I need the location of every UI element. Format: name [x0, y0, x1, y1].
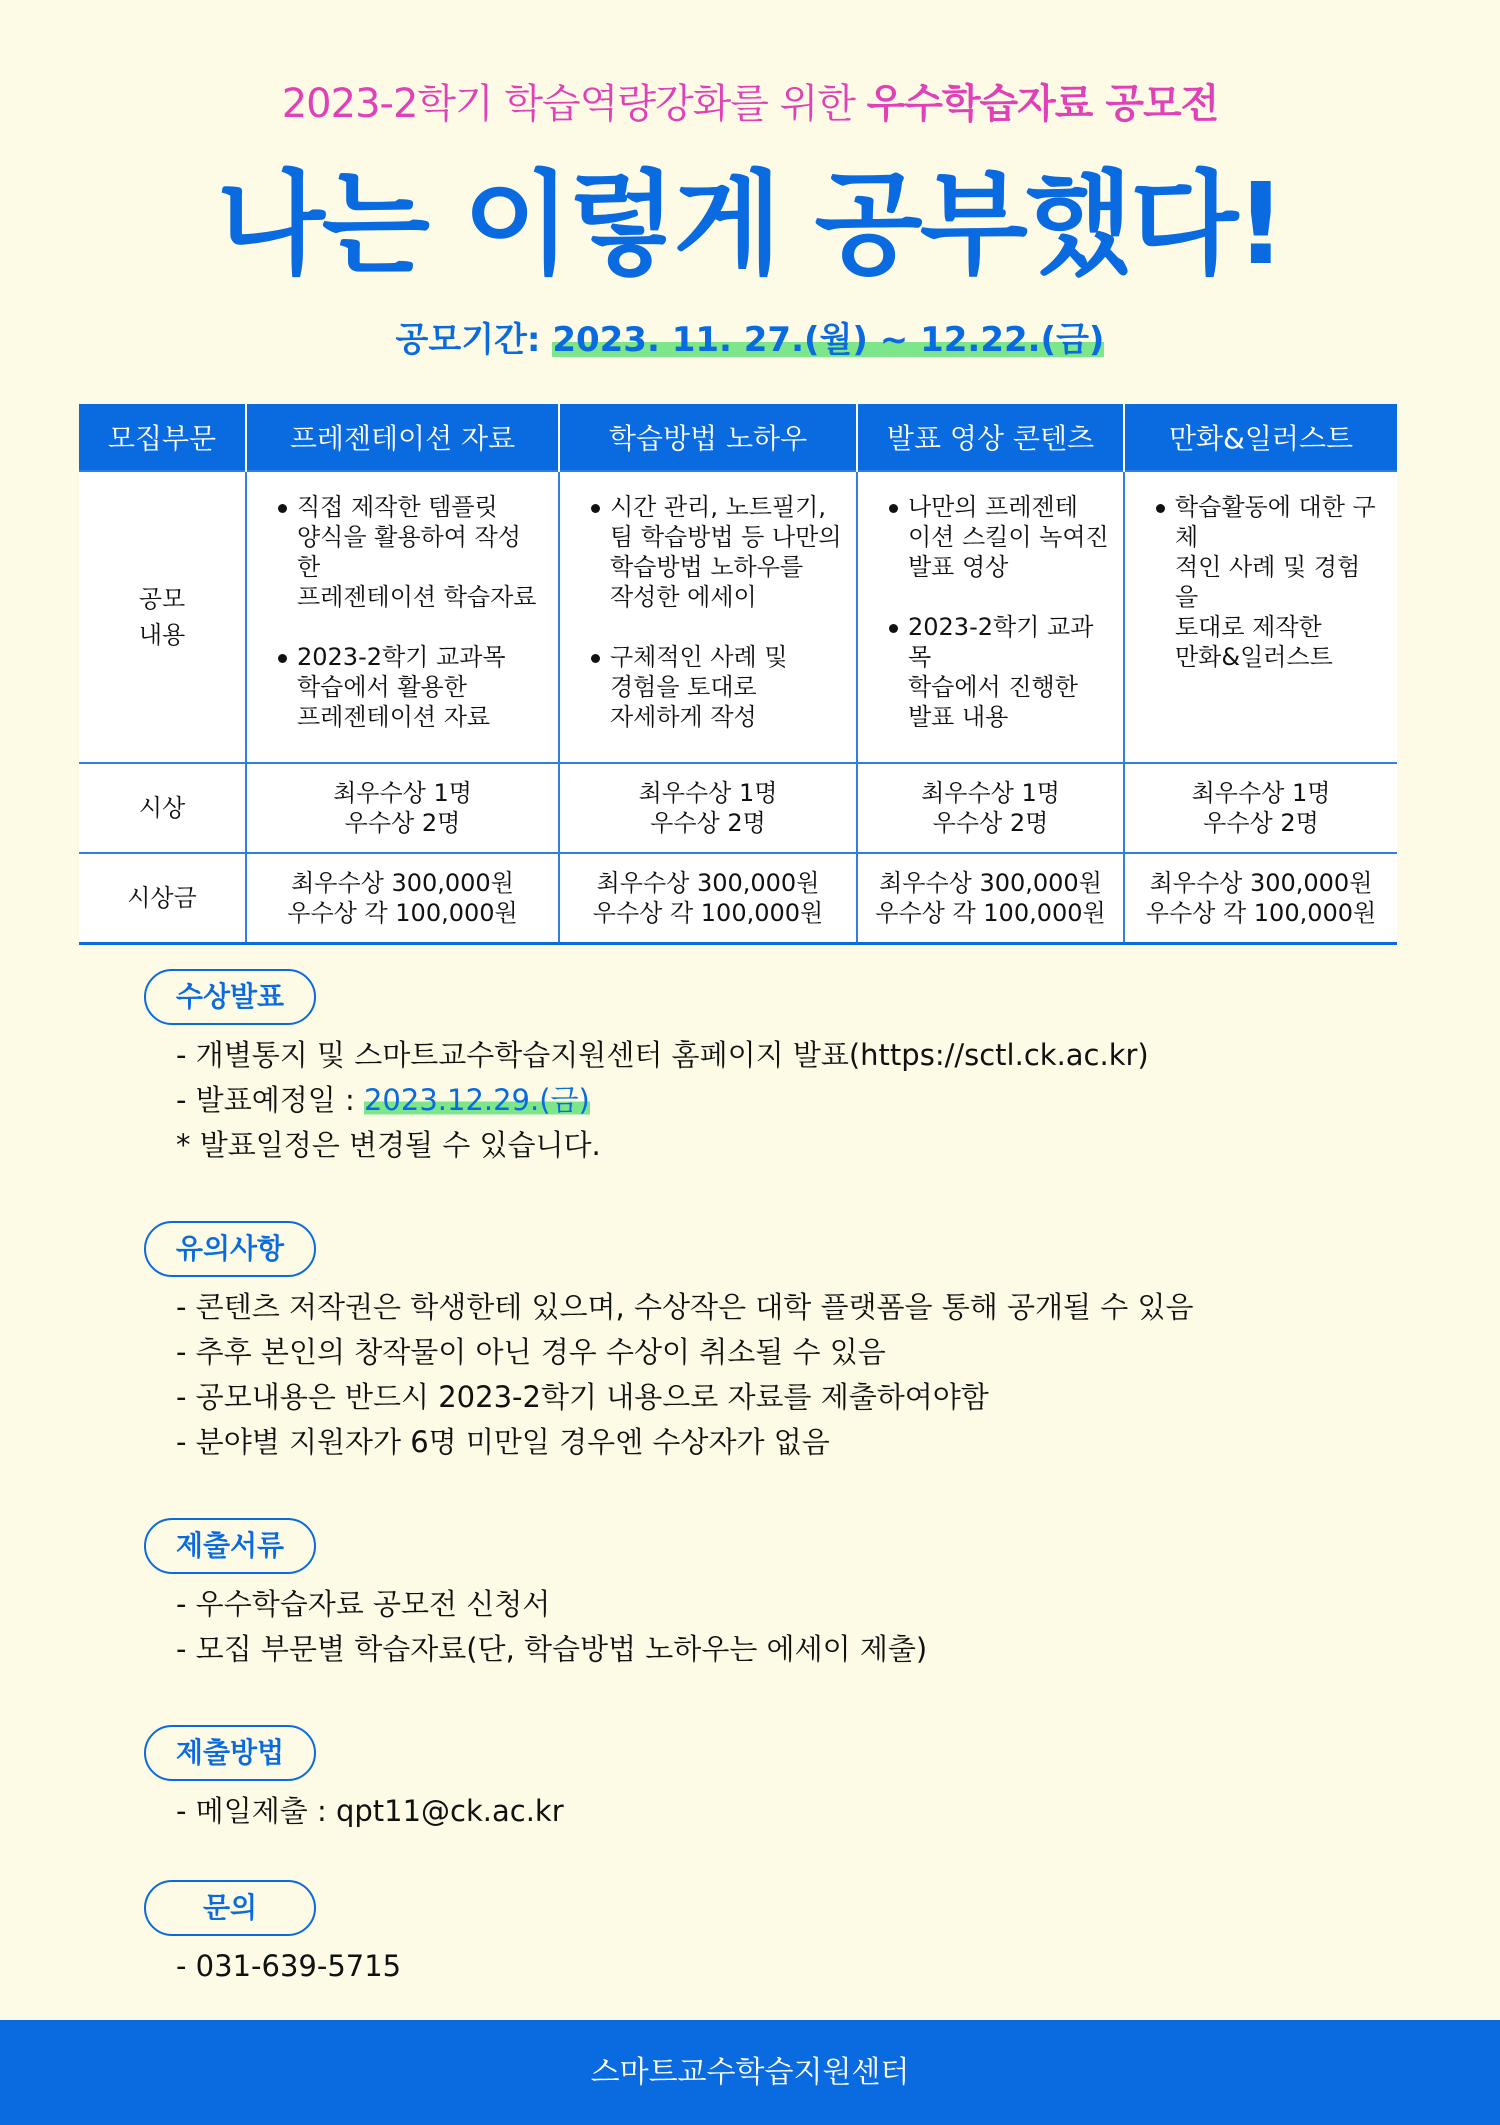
contest-period [0, 312, 1500, 361]
header-presentation: 프레젠테이션 자료 [246, 404, 559, 471]
list-item: - 콘텐츠 저작권은 학생한테 있으며, 수상작은 대학 플랫폼을 통해 공개될 수 있음 [176, 1290, 1194, 1324]
table-header-row [79, 404, 1397, 471]
list-item: - 공모내용은 반드시 2023-2학기 내용으로 자료를 제출하여야함 [176, 1380, 989, 1414]
row-label-content-text: 공모 내용 [138, 585, 186, 649]
list-item: 시간 관리, 노트필기, 팀 학습방법 등 나만의 학습방법 노하우를 작성한 에세이 [610, 493, 842, 611]
table-row [79, 471, 1397, 763]
footer-bar: 스마트교수학습지원센터 [0, 2020, 1500, 2125]
prize-cell: 최우수상 300,000원 우수상 각 100,000원 [857, 853, 1124, 943]
award-cell: 최우수상 1명 우수상 2명 [246, 763, 559, 853]
prize-cell: 최우수상 300,000원 우수상 각 100,000원 [1124, 853, 1397, 943]
period-label: 공모기간: [395, 320, 553, 360]
subtitle-bold: 우수학습자료 공모전 [866, 81, 1219, 127]
content-study-method [559, 471, 857, 763]
award-cell: 최우수상 1명 우수상 2명 [559, 763, 857, 853]
docs-title: 제출서류 [144, 1518, 316, 1574]
announce-date-prefix: - 발표예정일 : [176, 1083, 364, 1117]
announce-title: 수상발표 [144, 969, 316, 1025]
row-label-award: 시상 [79, 763, 246, 853]
content-presentation [246, 471, 559, 763]
list-item: - 우수학습자료 공모전 신청서 [176, 1587, 551, 1621]
section-docs [144, 1518, 927, 1672]
prize-cell: 최우수상 300,000원 우수상 각 100,000원 [246, 853, 559, 943]
period-value: 2023. 11. 27.(월) ~ 12.22.(금) [552, 320, 1105, 360]
list-item: - 모집 부문별 학습자료(단, 학습방법 노하우는 에세이 제출) [176, 1632, 928, 1666]
section-contact [144, 1880, 401, 1989]
list-item: 2023-2학기 교과목 학습에서 활용한 프레젠테이션 자료 [297, 642, 544, 732]
contact-title: 문의 [144, 1880, 316, 1936]
announce-note: * 발표일정은 변경될 수 있습니다. [176, 1128, 601, 1162]
award-cell: 최우수상 1명 우수상 2명 [857, 763, 1124, 853]
method-line: - 메일제출 : qpt11@ck.ac.kr [176, 1794, 564, 1828]
section-method [144, 1725, 564, 1834]
prize-cell: 최우수상 300,000원 우수상 각 100,000원 [559, 853, 857, 943]
page-title: 나는 이렇게 공부했다! [216, 160, 1284, 290]
announce-line: - 개별통지 및 스마트교수학습지원센터 홈페이지 발표(https://sctl.ck.ac.kr) [176, 1038, 1149, 1072]
header-video: 발표 영상 콘텐츠 [857, 404, 1124, 471]
list-item: - 분야별 지원자가 6명 미만일 경우엔 수상자가 없음 [176, 1425, 830, 1459]
header-comic: 만화&일러스트 [1124, 404, 1397, 471]
method-title: 제출방법 [144, 1725, 316, 1781]
section-notes [144, 1221, 1194, 1465]
table-row [79, 763, 1397, 853]
section-announce [144, 969, 1149, 1168]
row-label-content [79, 471, 246, 763]
notes-title: 유의사항 [144, 1221, 316, 1277]
list-item: 직접 제작한 템플릿 양식을 활용하여 작성한 프레젠테이션 학습자료 [297, 492, 544, 612]
contest-table [79, 404, 1397, 945]
content-comic [1124, 471, 1397, 763]
table-row [79, 853, 1397, 943]
list-item: - 추후 본인의 창작물이 아닌 경우 수상이 취소될 수 있음 [176, 1335, 886, 1369]
header-study-method: 학습방법 노하우 [559, 404, 857, 471]
award-cell: 최우수상 1명 우수상 2명 [1124, 763, 1397, 853]
row-label-prize: 시상금 [79, 853, 246, 943]
list-item: 나만의 프레젠테 이션 스킬이 녹여진 발표 영상 [908, 493, 1109, 581]
announce-date-line [176, 1078, 1149, 1123]
list-item: 2023-2학기 교과목 학습에서 진행한 발표 내용 [908, 612, 1109, 732]
content-video [857, 471, 1124, 763]
list-item: 구체적인 사례 및 경험을 토대로 자세하게 작성 [610, 642, 842, 732]
list-item: 학습활동에 대한 구체 적인 사례 및 경험을 토대로 제작한 만화&일러스트 [1175, 492, 1383, 672]
header-category: 모집부문 [79, 404, 246, 471]
event-subtitle [0, 72, 1500, 129]
announce-date: 2023.12.29.(금) [363, 1083, 590, 1117]
subtitle-prefix: 2023-2학기 학습역량강화를 위한 [281, 81, 867, 127]
contact-line: - 031-639-5715 [176, 1949, 402, 1983]
